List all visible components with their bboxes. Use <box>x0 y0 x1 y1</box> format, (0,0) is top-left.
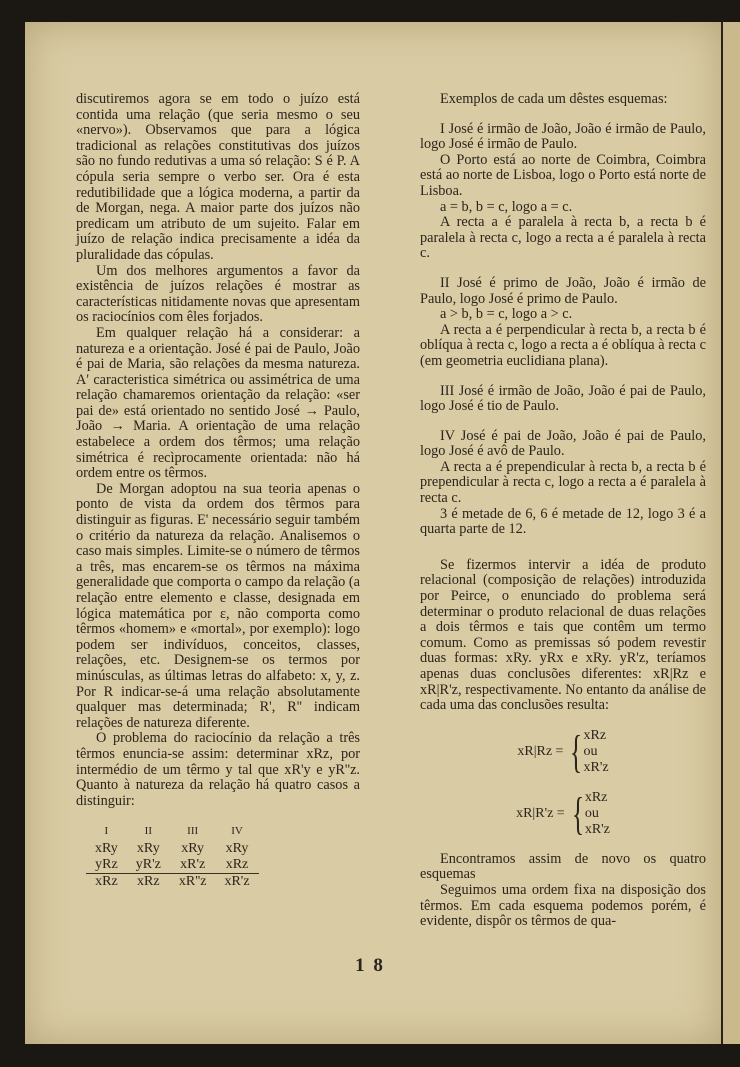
paragraph: a > b, b = c, logo a > c. <box>440 306 573 323</box>
example-1: I José é irmão de João, João é irmão de Paulo, logo José é irmão de Paulo. <box>420 120 706 153</box>
paragraph: Encontramos assim de novo os quatro esquemas <box>420 850 706 883</box>
paragraph: 3 é metade de 6, 6 é metade de 12, logo 3 é a quarta parte de 12. <box>420 505 706 538</box>
brace-icon: { <box>571 787 584 839</box>
case-cell: yRz <box>95 857 118 873</box>
formula-2 <box>420 787 706 839</box>
case-header: I <box>104 825 109 838</box>
case-header: III <box>187 825 199 838</box>
formula-option: xR'z <box>584 821 610 837</box>
paragraph: Exemplos de cada um dêstes esquemas: <box>440 91 668 107</box>
case-cell: xRy <box>225 841 249 857</box>
case-cell: yR'z <box>135 857 161 873</box>
right-column <box>420 92 706 930</box>
case-conclusion: xR'z <box>215 874 258 891</box>
case-header: IV <box>231 825 243 838</box>
page-edge <box>721 22 740 1044</box>
example-3: III José é irmão de João, João é pai de Paulo, logo José é tio de Paulo. <box>420 382 706 415</box>
case-cell: xRy <box>181 841 205 857</box>
page-number: 1 8 <box>355 955 385 976</box>
paragraph: discutiremos agora se em todo o juízo está contida uma relação (que seria mesmo o seu «nervo»). Observamos que para a lógica tradicional as relações constitutivas dos juízos são no fundo redutivas a uma só relação: S é P. A cópula seria sempre o verbo ser. Ora é esta redutibilidade que a lógica moderna, a partir da de Morgan, nega. A maior parte dos juízos não predicam um atributo de um sujeito. Falar em juízo de relação indica precisamente a idéa da pluralidade das cópulas. <box>76 91 360 263</box>
paragraph: A recta a é paralela à recta b, a recta b é paralela à recta c, logo a recta a é paralela à recta c. <box>420 214 706 262</box>
paragraph: Seguimos uma ordem fixa na disposição dos têrmos. Em cada esquema podemos porém, é evidente, dispôr os têrmos de qua- <box>420 881 706 930</box>
paragraph: Um dos melhores argumentos a favor da existência de juízos relações é mostrar as características nitidamente novas que apresentam os raciocínios com êles forjados. <box>76 262 360 326</box>
case-conclusion: xRz <box>127 874 170 891</box>
example-2: II José é primo de João, João é irmão de Paulo, logo José é primo de Paulo. <box>420 274 706 307</box>
case-cell: xR'z <box>180 857 206 873</box>
case-cell: xRy <box>136 841 160 857</box>
paragraph: O Porto está ao norte de Coimbra, Coimbra está ao norte de Lisboa, logo o Porto está norte de Lisboa. <box>420 151 706 199</box>
case-cell: xRz <box>225 857 249 873</box>
case-conclusion: xR''z <box>170 874 216 891</box>
brace-icon: { <box>570 725 583 777</box>
formula-option: ou <box>584 805 599 821</box>
formula-option: xR'z <box>583 759 609 775</box>
paragraph: A recta a é prependicular à recta b, a recta b é prependicular à recta c, logo a recta a é paralela à recta c. <box>420 458 706 507</box>
paragraph: a = b, b = c, logo a = c. <box>440 198 573 215</box>
paragraph: Em qualquer relação há a considerar: a natureza e a orientação. José é pai de Paulo, João é pai de Maria, são relações da mesma natureza. A' caracteristica simétrica ou assimétrica de uma relação chamaremos orientação da relação: «ser pai de» está orientado no sentido José → Paulo, João → Maria. A orientação de uma relação estabelece a ordem dos têrmos; uma relação simétrica é recìprocamente orientada: não há ordem entre os têrmos. <box>76 324 360 482</box>
case-conclusion: xRz <box>86 874 127 891</box>
case-cell: xRy <box>95 841 118 857</box>
formula-option: ou <box>583 743 598 759</box>
paragraph: Se fizermos intervir a idéa de produto relacional (composição de relações) introduzida por Peirce, o enunciado do problema será determinar o produto relacional de duas relações a dois têrmos e tais que contêm um termo comum. Como as premissas só podem revestir duas formas: xRy. yRx e xRy. yR'z, teríamos apenas duas conclusões diferentes: xR|Rz e xR|R'z, respectivamente. No entanto da análise de cada uma das conclusões resulta: <box>420 556 706 714</box>
cases-table <box>86 823 259 890</box>
left-column <box>76 92 360 890</box>
formula-option: xRz <box>583 727 607 743</box>
formula-lhs: xR|R'z = <box>516 805 565 821</box>
formula-lhs: xR|Rz = <box>517 743 564 759</box>
paragraph: De Morgan adoptou na sua teoria apenas o ponto de vista da ordem dos têrmos para distinguir as figuras. E' necessário seguir também o critério da natureza da relação. Analisemos o caso mais simples. Limite-se o número de têrmos a três, mas encarem-se os têrmos na máxima generalidade que comporta o campo da relação (a relação entre elemento e classe, designada em lógica matemática por ε, não comporta como têrmos «homem» e «mortal», por exemplo): logo podem ser indivíduos, conceitos, classes, relações, etc. Designem-se os termos por minúsculas, as últimas letras do alfabeto: x, y, z. Por R indicar-se-á uma relação absolutamente qualquer mas determinada; R', R'' indicam relações de natureza diferente. <box>76 480 360 731</box>
example-4: IV José é pai de João, João é pai de Paulo, logo José é avô de Paulo. <box>420 427 706 460</box>
paragraph: A recta a é perpendicular à recta b, a recta b é oblíqua à recta c, logo a recta a é oblíqua à recta c (em geometria euclidiana plana). <box>420 321 706 369</box>
case-header: II <box>144 825 152 838</box>
formula-option: xRz <box>584 789 608 805</box>
formula-1 <box>420 725 706 777</box>
paragraph: O problema do raciocínio da relação a três têrmos enuncia-se assim: determinar xRz, por intermédio de um têrmo y tal que xR'y e yR''z. Quanto à natureza da relação há quatro casos a distinguir: <box>76 730 360 809</box>
